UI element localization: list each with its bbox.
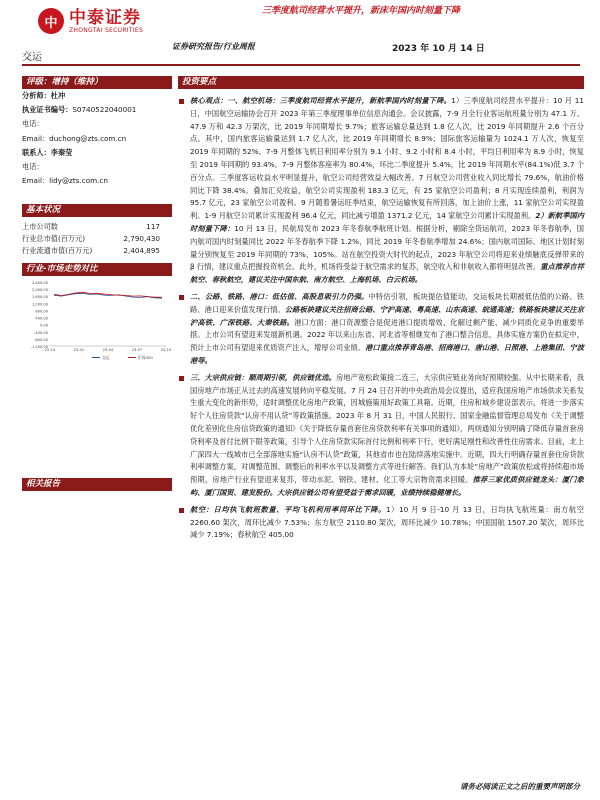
disclaimer-note: 请务必阅读正文之后的重要声明部分 [460,782,580,791]
report-date: 2023 年 10 月 14 日 [392,44,485,54]
y-tick-label: 2,000.00 [31,288,48,293]
paragraph-flights [178,504,584,542]
aviation-recommendation: 重点推荐吉祥航空、春秋航空，建议关注中国东航、南方航空、上海机场、白云机场。 [190,262,584,285]
x-tick-label: 23-04 [102,348,114,353]
report-body [178,95,584,542]
contact-email[interactable]: Email：lidy@zts.com.cn [22,176,108,186]
y-tick-label: 0.00 [39,324,48,329]
analyst-label: 分析师： [22,91,51,100]
contact-name: 李秦莹 [50,147,73,157]
aviation-heading-2: 2）新航季国内时刻量下降： [190,211,584,233]
contact-row [22,146,172,160]
phone-label: 电话： [22,119,44,129]
key-points-band: 投资要点 [178,76,584,89]
infra-heading: 二、公路、铁路、港口：低估值、高股息吸引力仍强。 [190,291,369,301]
rating-band: 评级：增持（维持） [22,76,172,89]
y-tick-label: 800.00 [35,309,48,314]
report-headline: 三季度航司经营水平提升，新床年国内时刻量下降 [262,6,461,16]
y-tick-label: -1,200.00 [30,345,48,350]
paragraph-aviation [178,95,584,287]
phone2-label: 电话： [22,162,44,172]
bullet-icon [179,99,184,104]
y-tick-label: 2,400.00 [31,281,48,286]
company-logo [38,8,143,34]
y-tick-label: 1,600.00 [31,295,48,300]
legend-label: 交运 [102,355,110,361]
trend-chart-svg [22,278,172,362]
report-type: 证券研究报告/行业周报 [172,42,255,51]
company-name-en: ZHONGTAI SECURITIES [69,26,144,34]
infra-text: 中特估引领，板块提估值能动，交运板块长期被低估值的公路、铁路、港口迎来价值发现行情。 [190,291,584,314]
stat-row [22,233,172,245]
stat-label: 行业流通市值(百万元) [22,246,93,256]
x-tick-label: 23-10 [160,348,172,353]
flights-heading: 航空：日均执飞航班数量、平均飞机利用率同环比下降。 [190,504,386,514]
supply-heading: 三、大宗供应链：顺周期引领，供应链优选。 [190,372,336,382]
stat-value: 2,404,895 [123,246,160,256]
basic-info-band: 基本状况 [22,204,172,217]
infra-recommendation: 港口重点推荐青岛港、招商港口、唐山港、日照港、上港集团、宁波港等。 [190,343,584,365]
paragraph-infrastructure [178,291,584,368]
y-tick-label: -800.00 [34,338,48,343]
logo-mark-icon: 中 [38,8,64,34]
bullet-icon [179,376,184,381]
basic-stats [22,221,172,257]
aviation-text-2: 10 月 13 日，民航局发布 2023 年冬春航季航班计划。根据分析，剔除全货运航司，2023 年冬春航季，国内航司国内时刻量同比 2022 年冬春航季下降 1.2%，同比 2019 年冬春航季增加 24.6%；国内航司国际、地区计划时刻量分别恢复至 2019 年同期的 73%、105%。站在航空投资大时代的起点，2023 年航空公司将迎来业绩触底反弹带来的 β 行情，建议重点把握投资机会。此外，机场将受益于航空需求的复苏，航空收入和非航收入都将明显改善。 [190,223,584,272]
y-tick-label: 1,200.00 [31,302,48,307]
bullet-icon [179,295,184,300]
stat-label: 行业总市值(百万元) [22,234,86,244]
stat-value: 2,790,430 [123,234,160,244]
market-trend-chart [22,278,172,362]
sidebar [22,76,172,491]
paragraph-supply-chain [178,372,584,500]
cert-row [22,103,172,117]
report-header [0,0,600,62]
stat-row [22,245,172,257]
analyst-name: 杜冲 [50,91,66,100]
x-tick-label: 22-10 [44,348,56,353]
cert-number: S0740522040001 [72,105,137,115]
flights-text: 1）10 月 9 日-10 月 13 日，日均执飞航班量：南方航空 2260.60 架次，周环比减少 7.53%；东方航空 2110.80 架次，周环比减少 10.78%；中国国航 1507.20 架次，周环比减少 7.19%；春秋航空 405.00 [190,504,584,540]
cert-label: 执业证书编号： [22,105,73,115]
header-divider [22,64,580,66]
infra-port-text: 港口方面：港口资源整合是促进港口提质增效、化解过剩产能、减少同质化竞争的重要举措。上市公司有望迎来发展新机遇。2022 年以来山东省、河北省等相继发布了港口整合信息，具体实施方案仍在拟定中，预计上市公司有望迎来优质资产注入，增厚公司业绩。 [190,317,584,353]
company-name-cn: 中泰证券 [69,7,141,28]
stat-value: 117 [146,222,160,232]
y-tick-label: 400.00 [35,316,48,321]
stat-row [22,221,172,233]
aviation-heading: 核心观点：一、航空机场：三季度航司经营水平提升，新航季国内时刻量下降。 [190,96,452,105]
related-reports-band: 相关报告 [22,478,172,491]
x-tick-label: 23-07 [131,348,143,353]
y-tick-label: -400.00 [34,331,48,336]
x-tick-label: 23-01 [73,348,85,353]
bullet-icon [179,508,184,513]
contact-label: 联系人： [22,147,51,157]
supply-text: 房地产宽松政策接二连三，大宗供应链业务向好预期较强。从中长期来看，我国房地产市场正从过去的高速发展转向平稳发展。7 月 24 日召开的中央政治局会议提出，适应我国房地产市场供求关系发生重大变化的新形势，适时调整优化房地产政策，因城施策用好政策工具箱。近期，住房和城乡建设部表示，将进一步落实好个人住房贷款“认房不用认贷”等政策措施。2023 年 8 月 31 日，中国人民银行、国家金融监督管理总局发布《关于调整优化差别化住房信贷政策的通知》《关于降低存量首套住房贷款利率有关事项的通知》，两则通知分别明确了降低存量首套房贷利率及首付比例下限等政策，引导个人住房贷款实际首付比例和利率下行，更好满足刚性和改善性住房需求。目前，北上广深四大一线城市已全部落地实施“认房不认贷”政策，其他省市也在陆续落地实施中。近期，四大行明确存量首套住房贷款利率调整方案，对调整范围、调整后的利率水平以及调整方式等进行解答。我们认为本轮“房地产”政策放松或将持续超市场预期，房地产行业有望迎来复苏，带动水泥、钢铁、建材、化工等大宗物资需求回暖。 [190,372,584,485]
stat-label: 上市公司数 [22,222,58,232]
main-content [178,76,584,546]
legend-label: 沪深300 [138,355,153,361]
trend-band: 行业-市场走势对比 [22,263,172,276]
supply-recommendation: 推荐三家优质供应链龙头：厦门象屿、厦门国贸、建发股份。大宗供应链公司有望受益于需求回暖，业绩持续稳健增长。 [190,475,584,497]
analyst-email[interactable]: Email：duchong@zts.com.cn [22,133,127,143]
analyst-row [22,89,172,103]
sector-label: 交运 [22,52,42,63]
aviation-text: 1）三季度航司经营水平提升：10 月 11 日，中国航空运输协会召开 2023 年第三季度理事单位信息沟通会。会议披露，7-9 月全行业客运航班量分别为 47.1 万、47.9 万和 42.3 万架次，比 2019 年同期增长 9.7%；旅客运输总量达到 1.8 亿人次，比 2019 年同期提升 2.6 个百分点。其中，国内旅客运输量达到 1.7 亿人次，比 2019 年同期增长 8.9%；国际旅客运输量为 1024.1 万人次，恢复至 2019 年同期的 52%。7-9 月整体飞机日利用率分别为 9.1 小时、9.2 小时和 8.4 小时，平均日利用率为 8.9 小时，恢复至 2019 年同期的 93.4%。7-9 月整体客座率为 80.4%，环比二季度提升 5.4%，比 2019 年同期水平(84.1%)低 3.7 个百分点。三季度客运收益水平明显提升，航空公司经营效益大幅改善。7 月航空公司营业收入同比增长 79.6%，航油价格同比下降 38.4%。叠加汇兑收益，航空公司实现盈利 183.3 亿元，有 25 家航空公司盈利；8 月实现连续盈利，利润为 95.7 亿元，23 家航空公司盈利。9 月随着暑运旺季结束，航空运输恢复有所回落，加上油价上涨，11 家航空公司实现盈利。1-9 月航空公司累计实现盈利 96.4 亿元，同比减亏增盈 1371.2 亿元，14 家航空公司累计实现盈利。 [190,96,584,221]
infra-highway-rail: 公路板块建议关注招商公路、宁沪高速、粤高速、山东高速、皖通高速；铁路板块建议关注京沪高铁、广深铁路、大秦铁路。 [190,304,584,327]
